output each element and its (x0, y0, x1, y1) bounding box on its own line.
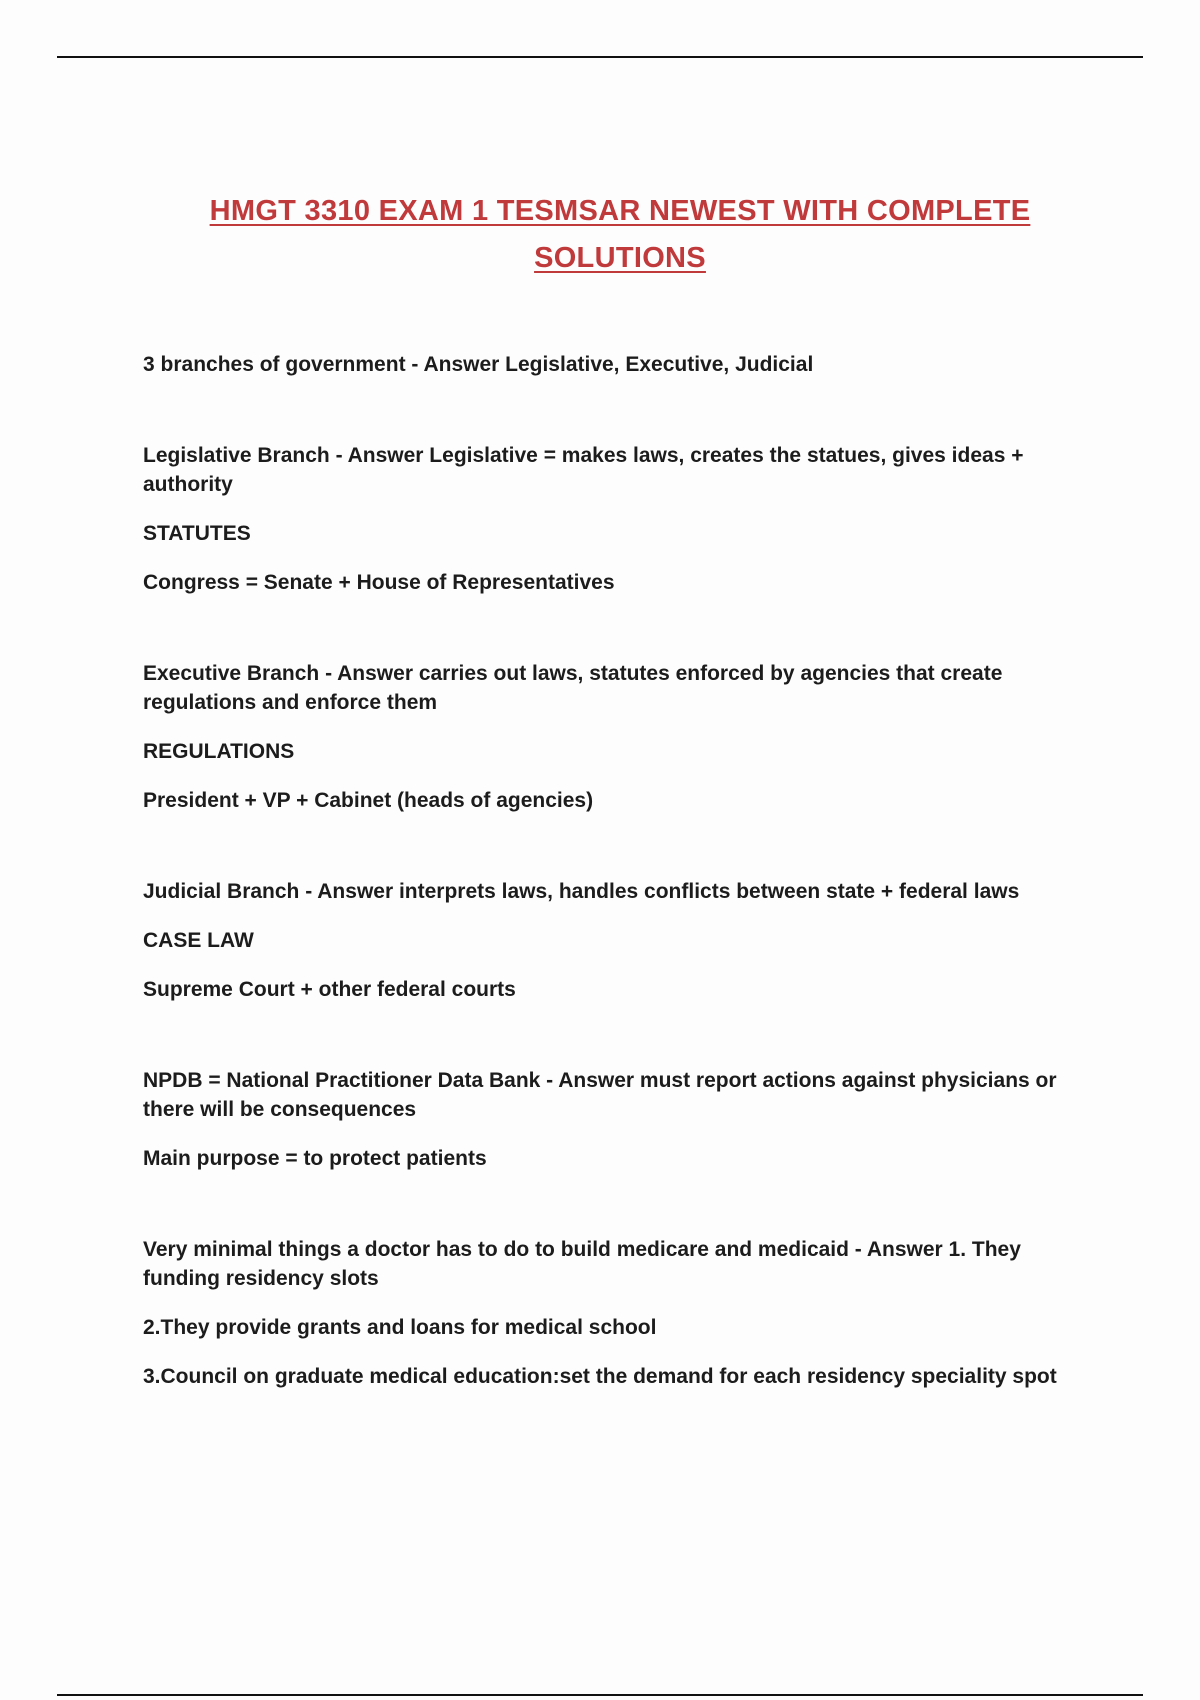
title-line-2: SOLUTIONS (534, 242, 706, 274)
entry-text: Executive Branch - Answer carries out laws, statutes enforced by agencies that create regulations and enforce them (143, 662, 1003, 714)
entry-text: 2.They provide grants and loans for medical school (143, 1316, 657, 1339)
qa-entry-legislative (143, 441, 1093, 597)
entry-text: President + VP + Cabinet (heads of agencies) (143, 789, 594, 812)
entry-text: REGULATIONS (143, 740, 295, 763)
qa-content (143, 350, 1093, 1391)
entry-text: CASE LAW (143, 929, 254, 952)
entry-text: Judicial Branch - Answer interprets laws, handles conflicts between state + federal laws (143, 880, 1020, 903)
entry-text: STATUTES (143, 522, 251, 545)
entry-text: 3 branches of government - Answer Legislative, Executive, Judicial (143, 353, 814, 376)
qa-entry-npdb (143, 1066, 1093, 1173)
entry-text: 3.Council on graduate medical education:set the demand for each residency speciality spot (143, 1365, 1057, 1388)
entry-text: Supreme Court + other federal courts (143, 978, 516, 1001)
entry-text: Legislative Branch - Answer Legislative = makes laws, creates the statues, gives ideas + authority (143, 444, 1024, 496)
document-title (140, 188, 1100, 282)
entry-text: Main purpose = to protect patients (143, 1147, 487, 1170)
entry-text: Congress = Senate + House of Representatives (143, 571, 615, 594)
entry-text: Very minimal things a doctor has to do to build medicare and medicaid - Answer 1. They funding residency slots (143, 1238, 1021, 1290)
qa-entry-medicare (143, 1235, 1093, 1391)
title-line-1: HMGT 3310 EXAM 1 TESMSAR NEWEST WITH COMPLETE (209, 195, 1031, 227)
entry-text: NPDB = National Practitioner Data Bank - Answer must report actions against physicians or there will be consequences (143, 1069, 1057, 1121)
qa-entry-judicial (143, 877, 1093, 1004)
qa-entry-executive (143, 659, 1093, 815)
qa-entry-branches (143, 350, 1093, 379)
bottom-rule (57, 1694, 1143, 1696)
top-rule (57, 56, 1143, 58)
